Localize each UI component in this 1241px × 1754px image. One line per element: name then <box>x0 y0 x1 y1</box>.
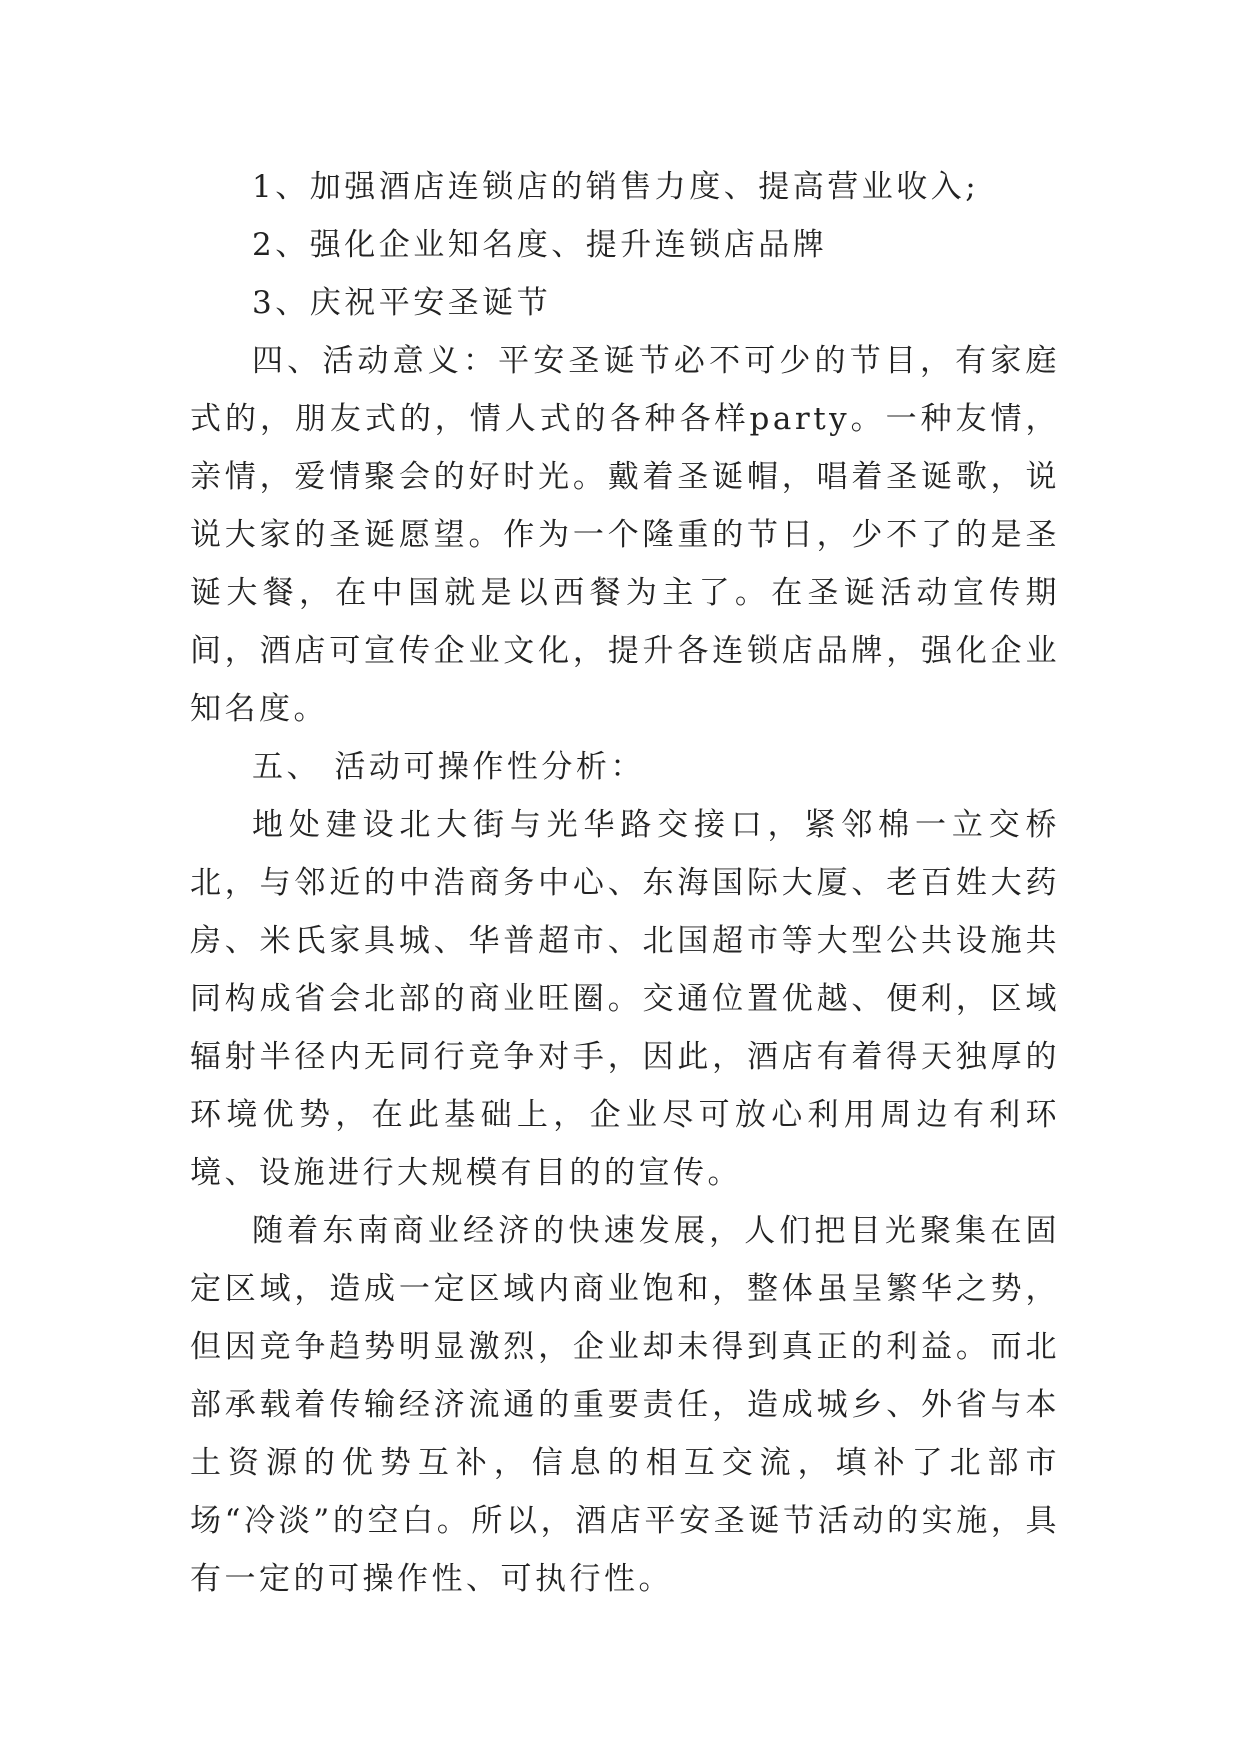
location-paragraph: 地处建设北大街与光华路交接口，紧邻棉一立交桥北，与邻近的中浩商务中心、东海国际大厦、老百姓大药房、米氏家具城、华普超市、北国超市等大型公共设施共同构成省会北部的商业旺圈。交通位置优越、便利，区域辐射半径内无同行竞争对手，因此，酒店有着得天独厚的环境优势，在此基础上，企业尽可放心利用周边有利环境、设施进行大规模有目的的宣传。 <box>190 807 1060 1191</box>
objective-item-3: 3、庆祝平安圣诞节 <box>252 285 552 321</box>
activity-significance-paragraph: 四、活动意义：平安圣诞节必不可少的节目，有家庭式的，朋友式的，情人式的各种各样party。一种友情，亲情，爱情聚会的好时光。戴着圣诞帽，唱着圣诞歌，说说大家的圣诞愿望。作为一个隆重的节日，少不了的是圣诞大餐，在中国就是以西餐为主了。在圣诞活动宣传期间，酒店可宣传企业文化，提升各连锁店品牌，强化企业知名度。 <box>190 343 1060 727</box>
objective-item-2: 2、强化企业知名度、提升连锁店品牌 <box>252 227 828 263</box>
market-analysis-paragraph: 随着东南商业经济的快速发展，人们把目光聚集在固定区域，造成一定区域内商业饱和，整体虽呈繁华之势，但因竞争趋势明显激烈，企业却未得到真正的利益。而北部承载着传输经济流通的重要责任，造成城乡、外省与本土资源的优势互补，信息的相互交流，填补了北部市场“冷淡”的空白。所以，酒店平安圣诞节活动的实施，具有一定的可操作性、可执行性。 <box>190 1213 1060 1597</box>
objective-item-1: 1、加强酒店连锁店的销售力度、提高营业收入; <box>252 169 980 205</box>
feasibility-heading: 五、 活动可操作性分析： <box>252 749 645 785</box>
document-body <box>190 158 1060 1608</box>
